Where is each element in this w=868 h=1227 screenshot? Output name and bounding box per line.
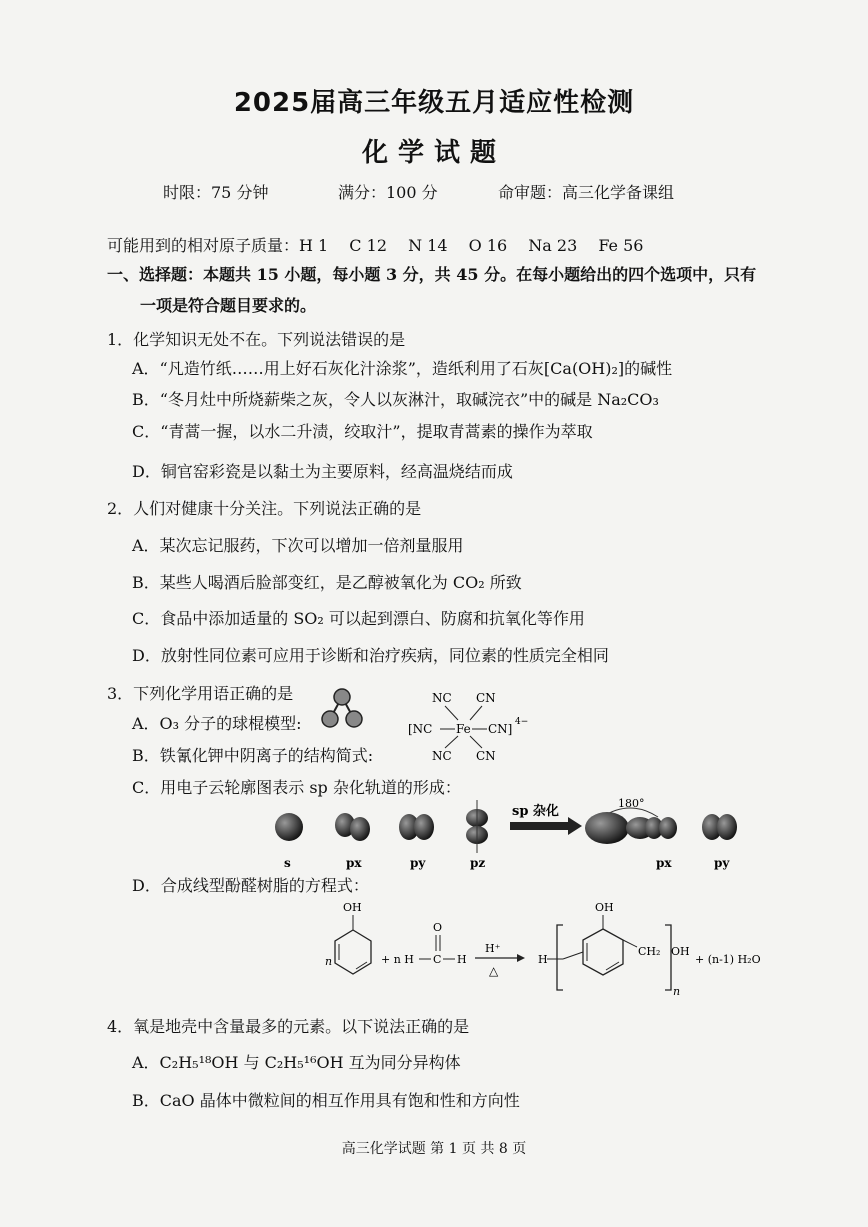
eq-hydrogen: H xyxy=(457,953,467,966)
label-px-2: px xyxy=(656,856,672,870)
fe-label-fe: Fe xyxy=(456,722,471,736)
eq-oh-1: OH xyxy=(343,901,362,914)
fe-label-nc-bottom: NC xyxy=(432,749,452,763)
full-score: 满分：100 分 xyxy=(338,183,438,202)
atomic-masses: 可能用到的相对原子质量：H 1 C 12 N 14 O 16 Na 23 Fe 56 xyxy=(107,236,644,255)
benzene-ring-2 xyxy=(583,929,623,975)
bracket-left xyxy=(557,925,563,990)
fe-label-left: [NC xyxy=(408,722,433,736)
q1-option-d: D．铜官窑彩瓷是以黏土为主要原料，经高温烧结而成 xyxy=(132,462,513,481)
eq-catalyst: H⁺ xyxy=(485,942,501,955)
eq-oxygen: O xyxy=(433,921,443,934)
q3-option-b: B．铁氰化钾中阴离子的结构简式: xyxy=(132,746,374,765)
eq-heat: △ xyxy=(489,964,499,978)
q2-option-a: A．某次忘记服药，下次可以增加一倍剂量服用 xyxy=(132,536,464,555)
arrow-label: sp 杂化 xyxy=(512,804,559,819)
q1-option-a: A．“凡造竹纸……用上好石灰化汁涂浆”，造纸利用了石灰[Ca(OH)₂]的碱性 xyxy=(132,359,673,378)
fe-label-cn-top: CN xyxy=(476,691,496,705)
question-setter: 命审题：高三化学备课组 xyxy=(498,183,675,202)
pz-orbital xyxy=(466,800,488,853)
eq-h-left: H xyxy=(538,953,548,966)
q4-stem: 4．氧是地壳中含量最多的元素。以下说法正确的是 xyxy=(107,1017,470,1036)
arrow-icon xyxy=(510,817,582,835)
px-orbital xyxy=(335,813,370,841)
eq-oh-2: OH xyxy=(595,901,614,914)
label-py-2: py xyxy=(714,856,730,870)
ferricyanide-structure xyxy=(400,686,540,766)
q2-option-b: B．某些人喝酒后脸部变红，是乙醇被氧化为 CO₂ 所致 xyxy=(132,573,522,592)
label-pz: pz xyxy=(470,856,486,870)
q3-stem: 3．下列化学用语正确的是 xyxy=(107,684,294,703)
q3-option-d: D．合成线型酚醛树脂的方程式： xyxy=(132,876,369,895)
q2-option-d: D．放射性同位素可应用于诊断和治疗疾病，同位素的性质完全相同 xyxy=(132,646,609,665)
sp-hybridization-diagram xyxy=(262,795,752,875)
eq-oh-3: OH xyxy=(671,945,690,958)
eq-ch2: CH₂ xyxy=(638,945,661,958)
label-s: s xyxy=(284,856,291,870)
page-footer: 高三化学试题 第 1 页 共 8 页 xyxy=(341,1141,527,1157)
ozone-ball-stick-model xyxy=(320,686,370,732)
q2-option-c: C．食品中添加适量的 SO₂ 可以起到漂白、防腐和抗氧化等作用 xyxy=(132,609,585,628)
q1-option-b: B．“冬月灶中所烧薪柴之灰，令人以灰淋汁，取碱浣衣”中的碱是 Na₂CO₃ xyxy=(132,390,659,409)
time-limit: 时限：75 分钟 xyxy=(163,183,269,202)
eq-n-1: n xyxy=(325,955,333,968)
q1-option-c: C．“青蒿一握，以水二升渍，绞取汁”，提取青蒿素的操作为萃取 xyxy=(132,422,593,441)
fe-label-nc-top: NC xyxy=(432,691,452,705)
section-heading-cont: 一项是符合题目要求的。 xyxy=(140,296,317,315)
s-orbital xyxy=(275,813,303,841)
q2-stem: 2．人们对健康十分关注。下列说法正确的是 xyxy=(107,499,422,518)
fe-label-right: CN] xyxy=(488,722,513,736)
fe-label-charge: 4− xyxy=(515,717,529,727)
eq-carbon: C xyxy=(433,953,442,966)
exam-title: 2025届高三年级五月适应性检测 xyxy=(233,88,635,118)
py-orbital-remaining xyxy=(702,814,737,840)
q1-stem: 1．化学知识无处不在。下列说法错误的是 xyxy=(107,330,406,349)
section-heading: 一、选择题：本题共 15 小题，每小题 3 分，共 45 分。在每小题给出的四个选项中，只有 xyxy=(107,265,757,284)
benzene-ring-1 xyxy=(335,930,371,974)
label-py: py xyxy=(410,856,426,870)
subject-title: 化学试题 xyxy=(361,138,506,168)
q4-option-b: B．CaO 晶体中微粒间的相互作用具有饱和性和方向性 xyxy=(132,1091,520,1110)
q4-option-a: A．C₂H₅¹⁸OH 与 C₂H₅¹⁶OH 互为同分异构体 xyxy=(132,1053,461,1072)
eq-water: + (n-1) H₂O xyxy=(695,953,761,966)
phenolic-resin-equation xyxy=(325,895,775,1000)
angle-label: 180° xyxy=(618,797,645,810)
fe-label-cn-bottom: CN xyxy=(476,749,496,763)
eq-plus-nh: + n H xyxy=(381,953,414,966)
q3-option-a: A．O₃ 分子的球棍模型: xyxy=(132,714,302,733)
label-px: px xyxy=(346,856,362,870)
eq-n-2: n xyxy=(673,985,681,998)
px-orbital-remaining xyxy=(645,817,677,839)
q3-option-c: C．用电子云轮廓图表示 sp 杂化轨道的形成： xyxy=(132,778,461,797)
py-orbital xyxy=(399,814,434,840)
